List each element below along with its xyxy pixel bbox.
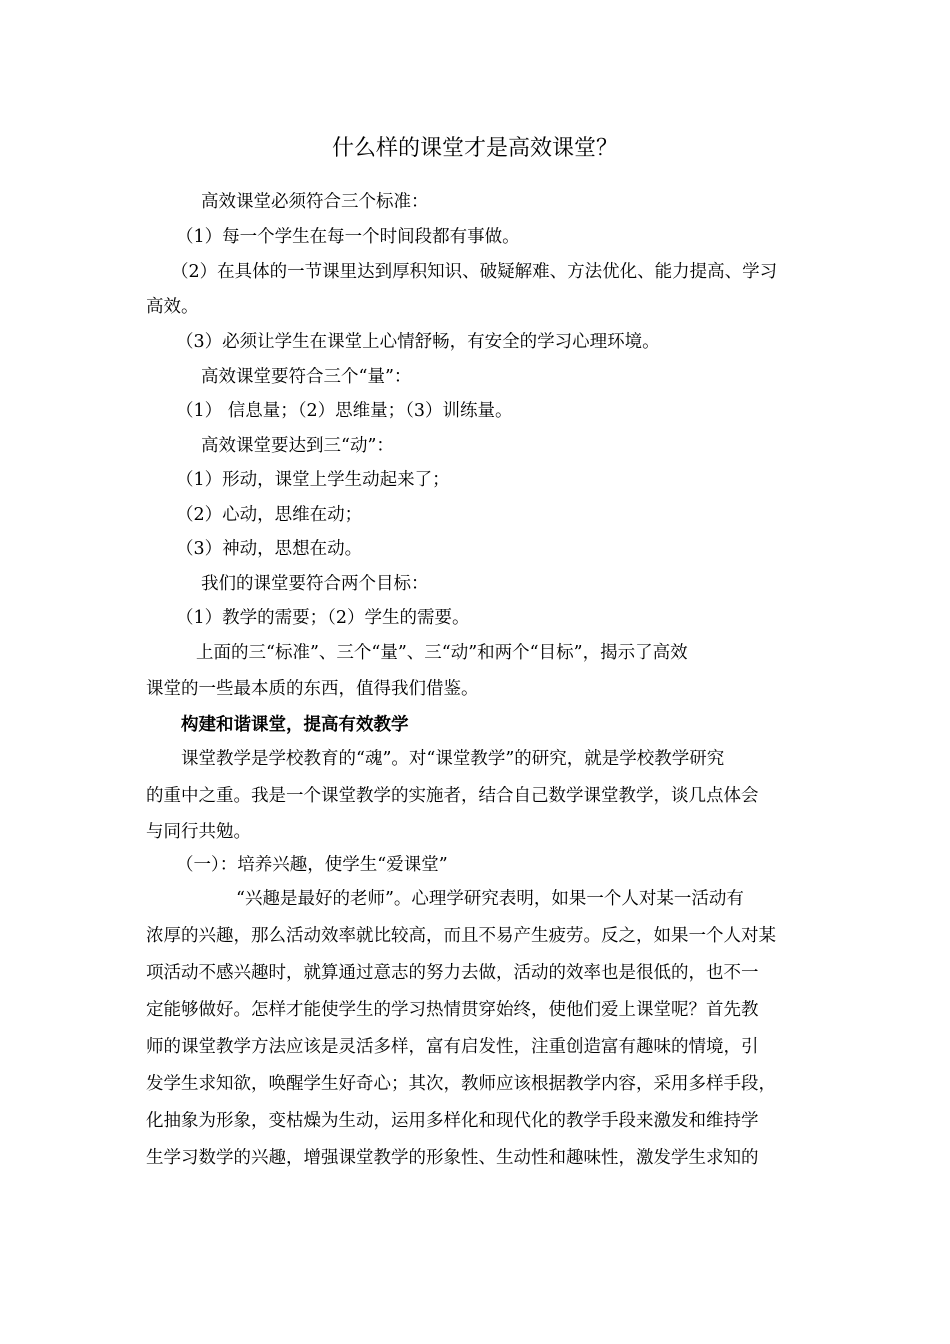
text-line: （2）心动，思维在动； <box>176 505 363 525</box>
text-line: （3）神动，思想在动。 <box>176 539 363 559</box>
document-title: 什么样的课堂才是高效课堂？ <box>331 136 618 161</box>
text-line: 与同行共勉。 <box>146 822 251 842</box>
section-heading: 构建和谐课堂，提高有效教学 <box>181 715 409 735</box>
text-line: 上面的三“标准”、三个“量”、三“动”和两个“目标”，揭示了高效 <box>196 643 688 663</box>
subsection-heading: （一）：培养兴趣，使学生“爱课堂” <box>176 855 448 875</box>
text-line: （1）形动，课堂上学生动起来了； <box>176 470 450 490</box>
text-line: 化抽象为形象，变枯燥为生动，运用多样化和现代化的教学手段来激发和维持学 <box>146 1111 759 1131</box>
text-line: 高效课堂要达到三“动”： <box>201 436 394 456</box>
text-line: 高效。 <box>146 297 199 317</box>
text-line: 高效课堂必须符合三个标准： <box>201 192 429 212</box>
text-line: 师的课堂教学方法应该是灵活多样，富有启发性，注重创造富有趣味的情境，引 <box>146 1037 759 1057</box>
text-line: 浓厚的兴趣，那么活动效率就比较高，而且不易产生疲劳。反之，如果一个人对某 <box>146 926 776 946</box>
text-line: （3）必须让学生在课堂上心情舒畅，有安全的学习心理环境。 <box>176 332 660 352</box>
text-line: “兴趣是最好的老师”。心理学研究表明，如果一个人对某一活动有 <box>236 889 744 909</box>
text-line: 的重中之重。我是一个课堂教学的实施者，结合自己数学课堂教学，谈几点体会 <box>146 786 759 806</box>
text-line: （2）在具体的一节课里达到厚积知识、破疑解难、方法优化、能力提高、学习 <box>171 262 778 282</box>
text-line: 发学生求知欲，唤醒学生好奇心；其次，教师应该根据教学内容，采用多样手段， <box>146 1074 776 1094</box>
text-line: （1）教学的需要；（2）学生的需要。 <box>176 608 470 628</box>
text-line: 项活动不感兴趣时，就算通过意志的努力去做，活动的效率也是很低的，也不一 <box>146 963 759 983</box>
text-line: 定能够做好。怎样才能使学生的学习热情贯穿始终，使他们爱上课堂呢？首先教 <box>146 1000 759 1020</box>
text-line: （1）每一个学生在每一个时间段都有事做。 <box>176 227 520 247</box>
text-line: 课堂教学是学校教育的“魂”。对“课堂教学”的研究，就是学校教学研究 <box>181 749 725 769</box>
text-line: 高效课堂要符合三个“量”： <box>201 367 412 387</box>
text-line: 生学习数学的兴趣，增强课堂教学的形象性、生动性和趣味性，激发学生求知的 <box>146 1148 759 1168</box>
text-line: （1） 信息量；（2）思维量；（3）训练量。 <box>176 401 513 421</box>
text-line: 我们的课堂要符合两个目标： <box>201 574 429 594</box>
text-line: 课堂的一些最本质的东西，值得我们借鉴。 <box>146 679 479 699</box>
